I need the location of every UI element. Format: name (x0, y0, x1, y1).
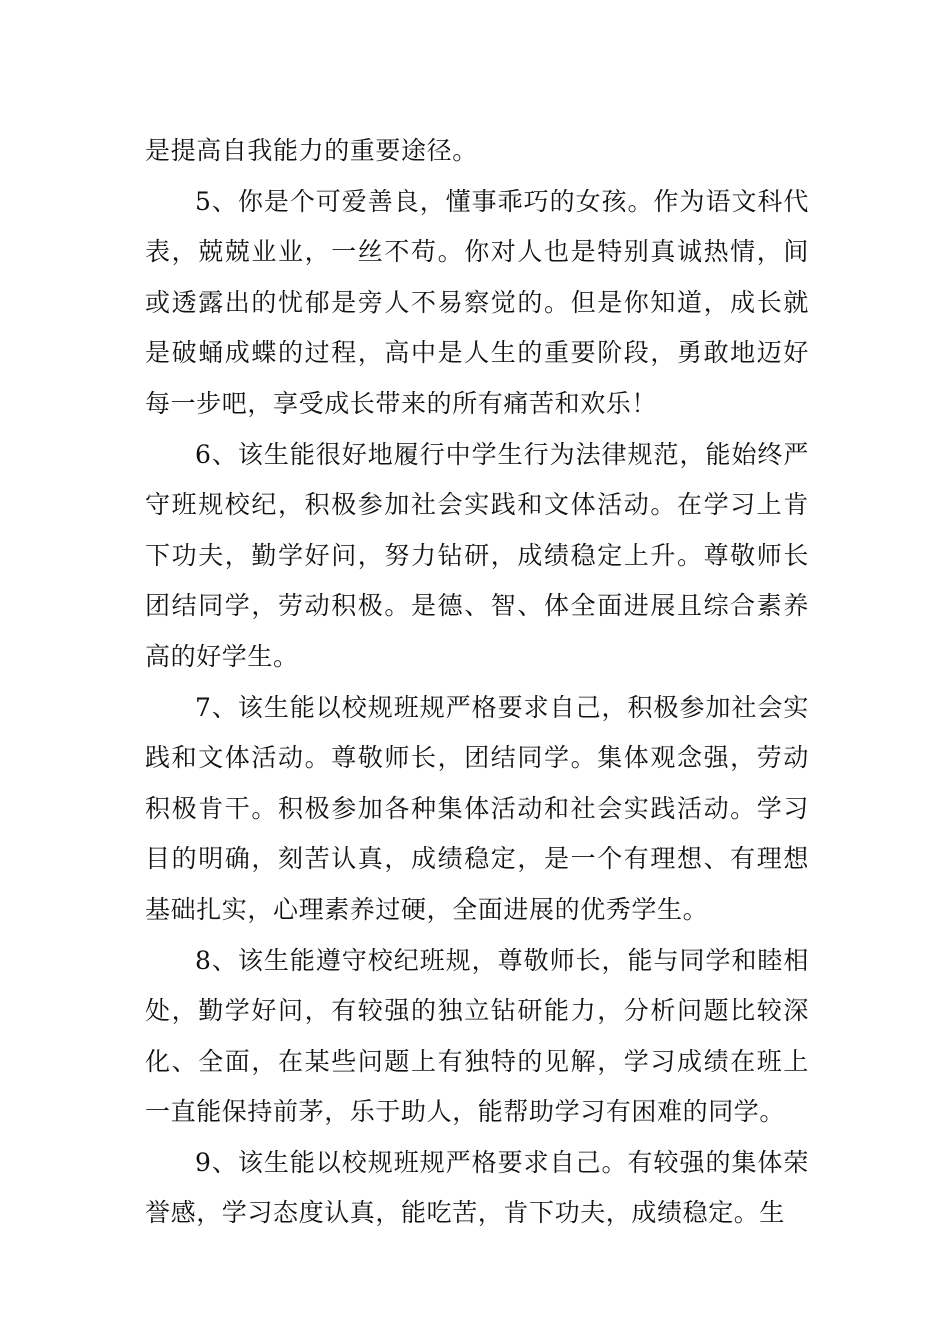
paragraph-7: 7、该生能以校规班规严格要求自己，积极参加社会实践和文体活动。尊敬师长，团结同学。集体观念强，劳动积极肯干。积极参加各种集体活动和社会实践活动。学习目的明确，刻苦认真，成绩稳定，是一个有理想、有理想基础扎实，心理素养过硬，全面进展的优秀学生。 (145, 692, 809, 924)
paragraph-6: 6、该生能很好地履行中学生行为法律规范，能始终严守班规校纪，积极参加社会实践和文体活动。在学习上肯下功夫，勤学好问，努力钻研，成绩稳定上升。尊敬师长团结同学，劳动积极。是德、智、体全面进展且综合素养高的好学生。 (145, 439, 809, 671)
paragraph-8: 8、该生能遵守校纪班规，尊敬师长，能与同学和睦相处，勤学好问，有较强的独立钻研能力，分析问题比较深化、全面，在某些问题上有独特的见解，学习成绩在班上一直能保持前茅，乐于助人，能帮助学习有困难的同学。 (145, 945, 809, 1127)
paragraph-continuation: 是提高自我能力的重要途径。 (145, 136, 478, 165)
paragraph-9: 9、该生能以校规班规严格要求自己。有较强的集体荣誉感，学习态度认真，能吃苦，肯下功夫，成绩稳定。生 (145, 1147, 809, 1228)
document-body (145, 126, 809, 1239)
paragraph-5: 5、你是个可爱善良，懂事乖巧的女孩。作为语文科代表，兢兢业业，一丝不苟。你对人也是特别真诚热情，间或透露出的忧郁是旁人不易察觉的。但是你知道，成长就是破蛹成蝶的过程，高中是人生的重要阶段，勇敢地迈好每一步吧，享受成长带来的所有痛苦和欢乐！ (145, 186, 809, 418)
